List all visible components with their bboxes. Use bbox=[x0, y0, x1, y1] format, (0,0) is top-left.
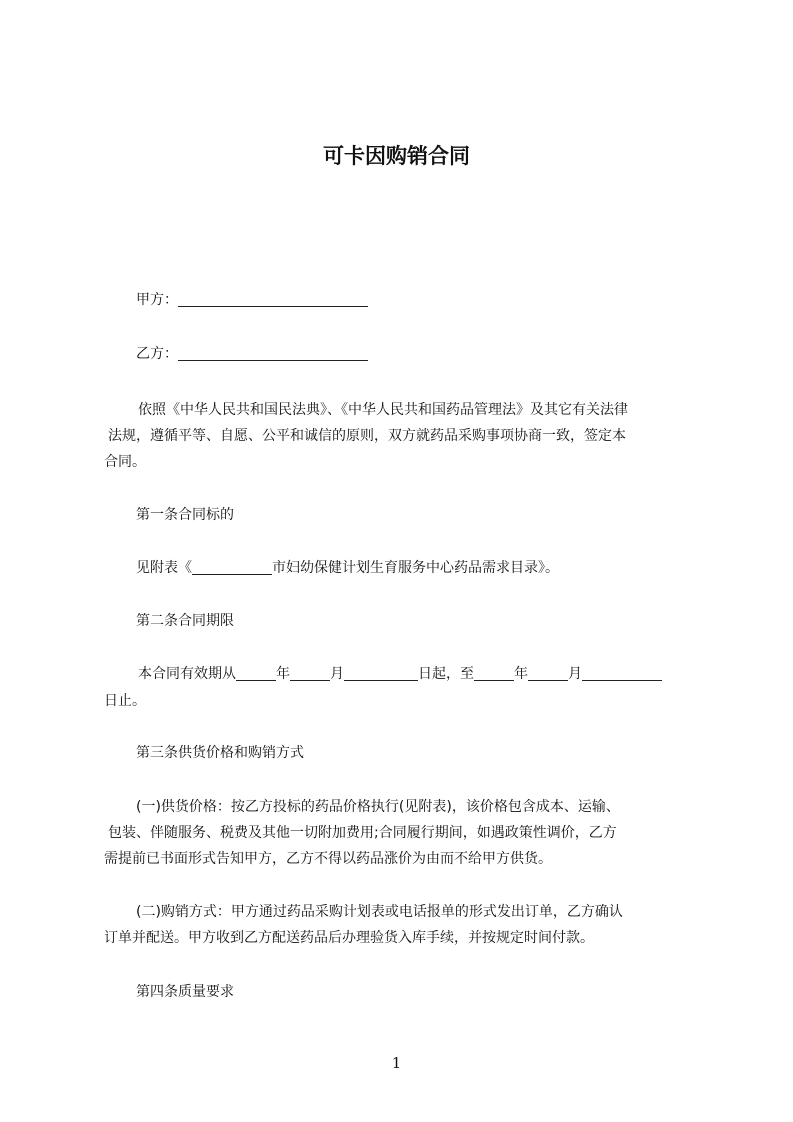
article-3-heading: 第三条供货价格和购销方式 bbox=[136, 745, 304, 761]
article-2-end: 日止。 bbox=[104, 693, 146, 709]
party-a-line bbox=[136, 288, 736, 312]
article-2-start: 本合同有效期从 bbox=[138, 666, 236, 682]
start-month-blank bbox=[290, 664, 330, 681]
day-from-label: 日起，至 bbox=[418, 666, 474, 682]
intro-line-1: 依照《中华人民共和国民法典》、《中华人民共和国药品管理法》及其它有关法律 bbox=[138, 402, 628, 418]
end-year-blank bbox=[474, 664, 514, 681]
page-title: 可卡因购销合同 bbox=[323, 144, 470, 168]
article-4-heading: 第四条质量要求 bbox=[136, 984, 234, 1000]
start-year-blank bbox=[236, 664, 276, 681]
article-1-heading: 第一条合同标的 bbox=[136, 507, 234, 523]
article-1-suffix: 市妇幼保健计划生育服务中心药品需求目录》。 bbox=[272, 560, 559, 576]
month-label: 月 bbox=[330, 666, 344, 682]
article-1-prefix: 见附表《 bbox=[136, 560, 192, 576]
end-day-blank bbox=[582, 664, 662, 681]
article-2-text bbox=[138, 662, 738, 686]
article-3-p1-line-2: 包装、伴随服务、税费及其他一切附加费用;合同履行期间，如遇政策性调价，乙方 bbox=[108, 825, 617, 841]
article-1-text bbox=[136, 556, 736, 580]
article-2-heading: 第二条合同期限 bbox=[136, 613, 234, 629]
party-a-label: 甲方： bbox=[136, 292, 178, 308]
article-3-p1-line-1: (一)供货价格：按乙方投标的药品价格执行(见附表)，该价格包含成本、运输、 bbox=[136, 799, 620, 815]
party-b-label: 乙方： bbox=[136, 346, 178, 362]
intro-line-3: 合同。 bbox=[104, 454, 146, 470]
party-b-blank bbox=[178, 344, 368, 361]
intro-line-2: 法规，遵循平等、自愿、公平和诚信的原则，双方就药品采购事项协商一致，签定本 bbox=[108, 428, 626, 444]
article-1-blank bbox=[192, 558, 272, 575]
party-b-line bbox=[136, 342, 736, 366]
start-day-blank bbox=[344, 664, 418, 681]
article-3-p2-line-1: (二)购销方式：甲方通过药品采购计划表或电话报单的形式发出订单，乙方确认 bbox=[136, 904, 623, 920]
article-3-p1-line-3: 需提前已书面形式告知甲方，乙方不得以药品涨价为由而不给甲方供货。 bbox=[104, 851, 552, 867]
article-3-p2-line-2: 订单并配送。甲方收到乙方配送药品后办理验货入库手续，并按规定时间付款。 bbox=[104, 930, 594, 946]
page-number: 1 bbox=[391, 1054, 402, 1072]
month-label-2: 月 bbox=[568, 666, 582, 682]
end-month-blank bbox=[528, 664, 568, 681]
year-label: 年 bbox=[276, 666, 290, 682]
party-a-blank bbox=[178, 290, 368, 307]
year-label-2: 年 bbox=[514, 666, 528, 682]
